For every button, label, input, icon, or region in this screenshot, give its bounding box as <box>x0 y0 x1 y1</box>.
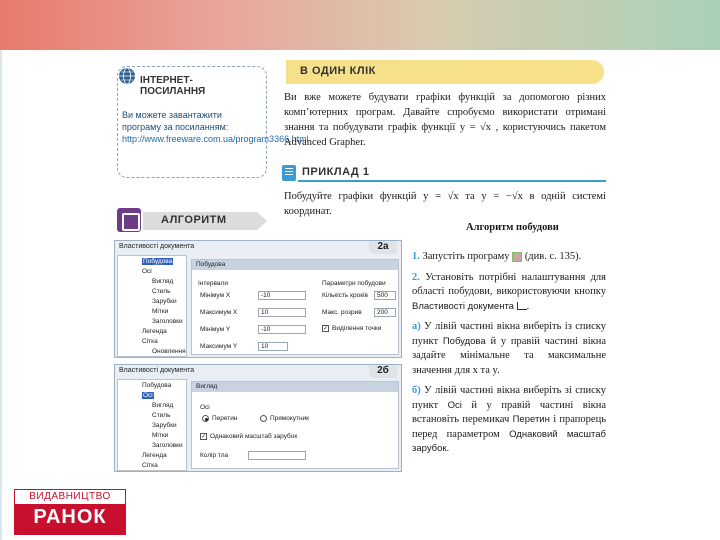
dialog-a-pane <box>191 259 399 355</box>
step-b-flag: Однаковий масштаб зарубок. <box>412 428 606 454</box>
globe-icon <box>118 67 136 85</box>
left-border-line <box>0 50 2 540</box>
tree-item-axes[interactable]: Осі <box>143 392 153 399</box>
publisher-logo-top: ВИДАВНИЦТВО <box>14 489 126 505</box>
dialog-b-title: Властивості документа <box>119 367 195 374</box>
build-steps <box>412 250 606 463</box>
tree-item-legend[interactable]: Легенда <box>142 452 167 459</box>
example-title: ПРИКЛАД 1 <box>302 166 370 178</box>
gap-field[interactable]: 200 <box>374 308 396 317</box>
bg-color-label: Колір тла <box>200 452 229 459</box>
internet-links-text: Ви можете завантажити програму за посиланням: <box>122 110 229 132</box>
step-2-text: Установіть потрібні налаштування для області побудови, використовуючи кнопку <box>412 271 607 297</box>
tree-item-labels[interactable]: Мітки <box>152 308 169 315</box>
step-1-text-b: (див. с. 135). <box>524 251 582 262</box>
bg-color-select[interactable] <box>248 451 306 460</box>
step-2: 2. Установіть потрібні налаштування для області побудови, використовуючи кнопку Властивості документа . <box>412 271 607 312</box>
rectangle-radio[interactable] <box>260 415 267 422</box>
step-1-text-a: Запустіть програму <box>422 251 510 262</box>
one-click-header <box>286 60 604 84</box>
intersection-radio[interactable] <box>202 415 209 422</box>
tree-item-grid[interactable]: Сітка <box>142 338 158 345</box>
step-b-number: б) <box>412 385 421 396</box>
flowchart-icon <box>117 208 141 232</box>
steps-field[interactable]: 500 <box>374 291 396 300</box>
dialog-b-pane-head: Вигляд <box>192 382 398 392</box>
step-a-text-2: й у правій частині вікна задайте мінімальне та максимальне значення для x та y. <box>412 335 607 376</box>
step-b-switch: Перетин <box>512 414 550 425</box>
tree-item-ticks[interactable]: Зарубки <box>152 298 177 305</box>
example-text: Побудуйте графіки функцій y = √x та y = −√x в одній системі координат. <box>284 191 606 217</box>
equal-scale-label: Однаковий масштаб зарубок <box>210 433 298 440</box>
steps-label: Кількість кроків <box>322 292 368 299</box>
points-label: Виділення точки <box>332 325 382 332</box>
step-a-text-1: У лівій частині вікна виберіть із списку пункт <box>412 321 607 347</box>
download-link[interactable]: http://www.freeware.com.ua/program3366.html <box>122 134 309 144</box>
dialog-a-tree <box>117 255 187 357</box>
equal-scale-checkbox[interactable]: ✓ <box>201 434 207 440</box>
build-title: Алгоритм побудови <box>466 222 559 233</box>
tree-item-ticks[interactable]: Зарубки <box>152 422 177 429</box>
min-x-label: Мінімум X <box>200 292 231 299</box>
step-b <box>412 384 606 457</box>
one-click-text: Ви вже можете будувати графіки функцій за допомогою різних комп’ютерних програм. Давайте спробуємо використати отримані знання та побудувати графік функції y = √x , користуючись пакетом Advanced Grapher. <box>284 92 606 148</box>
example-divider <box>298 180 606 182</box>
axes-label: Осі <box>200 404 210 411</box>
document-properties-label: Властивості документа <box>412 300 514 312</box>
tree-item-legend[interactable]: Легенда <box>142 328 167 335</box>
max-y-label: Максимум Y <box>200 343 238 350</box>
document-properties-dialog-b <box>114 364 402 472</box>
dialog-b-tag: 2б <box>369 365 397 378</box>
dialog-a-pane-head: Побудова <box>192 260 398 270</box>
rectangle-label: Прямокутник <box>270 415 310 422</box>
step-1-number: 1. <box>412 251 420 262</box>
book-icon <box>282 165 296 181</box>
max-x-label: Максимум X <box>200 309 238 316</box>
min-y-field[interactable]: -10 <box>258 325 306 334</box>
tree-item-labels[interactable]: Мітки <box>152 432 169 439</box>
dialog-a-title: Властивості документа <box>119 243 195 250</box>
step-b-item: Осі <box>447 399 462 411</box>
step-2-number: 2. <box>412 271 420 283</box>
max-x-field[interactable]: 10 <box>258 308 306 317</box>
tree-item-view[interactable]: Вигляд <box>152 402 174 409</box>
one-click-label: В ОДИН КЛІК <box>300 65 376 77</box>
min-x-field[interactable]: -10 <box>258 291 306 300</box>
publisher-logo-main: РАНОК <box>33 506 107 528</box>
step-a <box>412 320 606 378</box>
tree-item-style[interactable]: Стиль <box>152 288 171 295</box>
properties-icon <box>517 302 527 310</box>
min-y-label: Мінімум Y <box>200 326 231 333</box>
publisher-logo <box>14 489 126 535</box>
tree-item-build[interactable]: Побудова <box>142 382 172 389</box>
tree-item-build[interactable]: Побудова <box>143 258 173 265</box>
dialog-b-pane <box>191 381 399 469</box>
intersection-label: Перетин <box>212 415 238 422</box>
params-label: Параметри побудови <box>322 280 386 287</box>
tree-item-axes[interactable]: Осі <box>142 268 152 275</box>
step-1 <box>412 250 606 265</box>
internet-links-title: ІНТЕРНЕТ-ПОСИЛАННЯ <box>140 75 206 97</box>
tree-item-titles[interactable]: Заголовки <box>152 318 183 325</box>
step-a-item: Побудова <box>442 335 486 347</box>
step-b-text-3: і прапорець перед параметром <box>412 414 606 440</box>
step-b-text-1: У лівій частині вікна виберіть зі списку пункт <box>412 385 607 411</box>
intervals-label: Інтервали <box>198 280 228 287</box>
step-b-text-2: й у правій частині вікна встановіть перемикач <box>412 399 607 425</box>
dialog-b-tree <box>117 379 187 471</box>
step-a-number: а) <box>412 321 421 332</box>
tree-item-style[interactable]: Стиль <box>152 412 171 419</box>
grapher-app-icon <box>512 252 522 262</box>
tree-item-view[interactable]: Вигляд <box>152 278 174 285</box>
tree-item-grid[interactable]: Сітка <box>142 462 158 469</box>
algorithm-label: АЛГОРИТМ <box>161 214 227 226</box>
dialog-a-tag: 2а <box>369 241 397 254</box>
top-gradient-bar <box>0 0 720 50</box>
gap-label: Макс. розрив <box>322 309 362 316</box>
document-properties-dialog-a <box>114 240 402 358</box>
max-y-field[interactable]: 10 <box>258 342 288 351</box>
tree-item-titles[interactable]: Заголовки <box>152 442 183 449</box>
internet-links-box <box>117 66 309 178</box>
tree-item-update[interactable]: Оновлення <box>152 348 186 355</box>
points-checkbox[interactable]: ✓ <box>323 326 329 332</box>
